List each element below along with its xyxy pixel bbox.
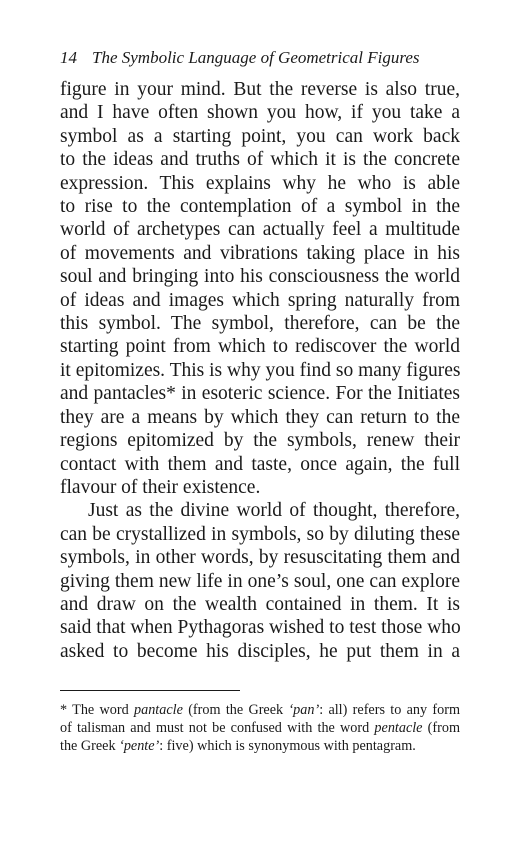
page-number: 14 [60, 48, 77, 67]
body-line: regions epitomized by the symbols, renew their [60, 430, 460, 452]
body-line: starting point from which to rediscover the world [60, 336, 460, 358]
footnote [60, 701, 460, 755]
footnote-line [60, 737, 460, 755]
body-line: world of archetypes can actually feel a multitude [60, 219, 460, 241]
footnote-text: * The word [60, 702, 135, 718]
body-text [60, 78, 460, 663]
body-line: this symbol. The symbol, therefore, can be the [60, 313, 460, 335]
footnote-term: ‘pente’ [119, 738, 160, 754]
body-line: said that when Pythagoras wished to test those who [60, 617, 461, 639]
body-line: to rise to the contemplation of a symbol in the [60, 196, 460, 218]
body-line: asked to become his disciples, he put them in a [60, 640, 460, 662]
running-header [60, 47, 460, 69]
body-line: symbols, in other words, by resuscitating them and [60, 547, 460, 569]
body-line: giving them new life in one’s soul, one can explore [60, 570, 460, 592]
footnote-text: the Greek [60, 738, 120, 754]
body-line: of movements and vibrations taking place in his [60, 242, 460, 264]
body-line: contact with them and taste, once again, the full [60, 453, 460, 475]
footnote-text: (from the Greek [182, 702, 289, 718]
body-line: symbol as a starting point, you can work back [60, 125, 460, 147]
footnote-text: : all) refers to any form [319, 702, 461, 718]
body-line: it epitomizes. This is why you find so many figures [60, 359, 461, 381]
body-line: soul and bringing into his consciousness the world [60, 266, 460, 288]
footnote-line [60, 719, 460, 737]
body-line: and I have often shown you how, if you take a [60, 102, 460, 124]
body-line: Just as the divine world of thought, therefore, [88, 500, 460, 522]
running-title: The Symbolic Language of Geometrical Figures [92, 48, 420, 67]
footnote-divider [60, 690, 240, 691]
body-line: they are a means by which they can return to the [60, 406, 460, 428]
body-line: expression. This explains why he who is able [60, 172, 460, 194]
body-line: flavour of their existence. [60, 476, 261, 498]
body-line: can be crystallized in symbols, so by diluting these [60, 523, 460, 545]
footnote-term: ‘pan’ [288, 702, 320, 718]
footnote-text: : five) which is synonymous with pentagram. [159, 738, 416, 754]
footnote-term: pentacle [374, 720, 423, 736]
body-line: of ideas and images which spring naturally from [60, 289, 460, 311]
body-line: figure in your mind. But the reverse is also true, [60, 79, 460, 100]
footnote-line [60, 701, 460, 719]
body-line: and pantacles* in esoteric science. For the Initiates [60, 383, 460, 405]
body-line: and draw on the wealth contained in them. It is [60, 593, 460, 615]
body-line: to the ideas and truths of which it is the concrete [60, 149, 460, 171]
footnote-text: of talisman and must not be confused with the word [60, 720, 375, 736]
footnote-text: (from [422, 720, 460, 736]
footnote-term: pantacle [134, 702, 183, 718]
